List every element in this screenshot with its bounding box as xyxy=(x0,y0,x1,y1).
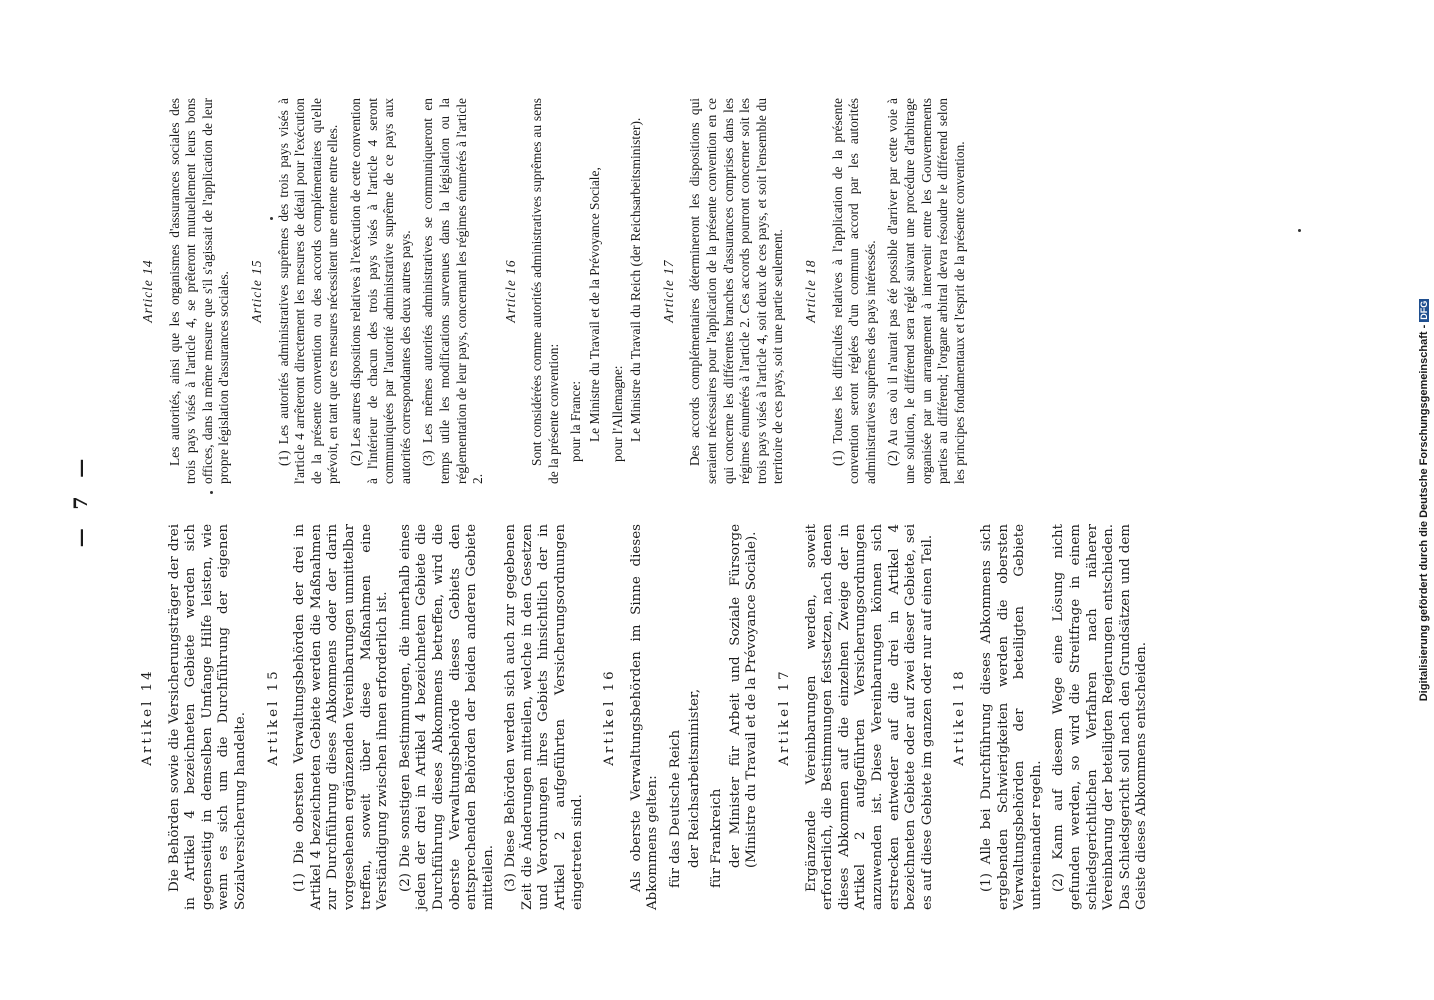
german-column xyxy=(140,524,1157,910)
german-article-14-text: Die Behörden sowie die Versicherungsträger der drei in Artikel 4 bezeichneten Gebiete werden sich gegenseitig in demselben Umfange Hilfe leisten, wie wenn es sich um die Durchführung der eigenen Sozialversicherung handelte. xyxy=(166,524,248,910)
french-article-17-title: Article 17 xyxy=(660,259,676,323)
french-article-15-para-2: (2) Les autres dispositions relatives à l'exécution de cette convention à l'intérieur de chacun des trois pays visés à l'article 4 seront communiquées par l'autorité administrative suprême de ce pays aux autorités correspondantes des deux autres pays. xyxy=(347,98,413,484)
french-article-18-title: Article 18 xyxy=(803,259,818,323)
german-article-16-text: Als oberste Verwaltungsbehörden im Sinne dieses Abkommens gelten: xyxy=(628,524,661,910)
german-article-18-title: Artikel 18 xyxy=(952,668,968,766)
french-article-16-authority-2: Le Ministre du Travail du Reich (der Reichsarbeitsminister). xyxy=(628,117,644,442)
german-article-16-authority-1: der Reichsarbeitsminister, xyxy=(686,688,702,868)
german-article-18-para-2: (2) Kann auf diesem Wege eine Lösung nicht gefunden werden, so wird die Streitfrage in einem schiedsgerichtlichen Verfahren nach näherer Vereinbarung der beteiligten Regierungen entschieden. Das Schiedsgericht soll nach den Grundsätzen und dem Geiste dieses Abkommens entscheiden. xyxy=(1051,524,1150,910)
french-column xyxy=(140,98,974,484)
german-article-17-title: Artikel 17 xyxy=(777,668,792,766)
german-article-15-para-2: (2) Die sonstigen Bestimmungen, die innerhalb eines jeden der drei in Artikel 4 bezeichneten Gebiete die Durchführung dieses Abkommens betreffen, wird die oberste Verwaltungsbehörde dieses Gebiets den entsprechenden Behörden der beiden anderen Gebiete mitteilen. xyxy=(397,524,496,910)
german-article-16-country-2: für Frankreich xyxy=(709,788,725,888)
french-article-15-title: Article 15 xyxy=(248,259,264,323)
german-article-15-para-1: (1) Die obersten Verwaltungsbehörden der drei in Artikel 4 bezeichneten Gebiete werden die Maßnahmen zur Durchführung dieses Abkommens oder der darin vorgesehenen ergänzenden Vereinbarungen unmittelbar treffen, soweit über diese Maßnahmen eine Verständigung zwischen ihnen erforderlich ist. xyxy=(292,524,391,910)
german-article-16-country-1: für das Deutsche Reich xyxy=(668,729,684,888)
french-article-14-text: Les autorités, ainsi que les organismes d'assurances sociales des trois pays visés à l'article 4, se prêteront mutuellement leurs bons offices, dans la même mesure que s'il s'agissait de l'application de leur propre législation d'assurances sociales. xyxy=(166,98,232,484)
german-article-17-text: Ergänzende Vereinbarungen werden, soweit erforderlich, die Bestimmungen festsetzen, nach denen dieses Abkommen auf die einzelnen Zweige der in Artikel 2 aufgeführten Versicherungsordnungen anzuwenden ist. Diese Vereinbarungen können sich erstrecken entweder auf die drei in Artikel 4 bezeichneten Gebiete oder auf zwei dieser Gebiete, sei es auf diese Gebiete im ganzen oder nur auf einen Teil. xyxy=(803,524,935,910)
french-article-18-para-1: (1) Toutes les difficultés relatives à l'application de la présente convention seront réglées d'un commun accord par les autorités administratives suprêmes des pays intéressés. xyxy=(829,98,878,484)
french-article-15-para-3: (3) Les mêmes autorités administratives se communiqueront en temps utile les modifications survenues dans la législation ou la réglementation de leur pays, concernant les régimes énumérés à l'article 2. xyxy=(420,98,486,484)
german-article-16-title: Artikel 16 xyxy=(602,668,618,766)
german-article-16-authority-2: der Minister für Arbeit und Soziale Fürsorge (Ministre du Travail et de la Prévoyance Sociale). xyxy=(727,524,760,868)
french-article-16-country-2: pour l'Allemagne: xyxy=(609,365,625,462)
dfg-logo: DFG xyxy=(1419,300,1429,320)
digitization-credit xyxy=(1418,0,1430,1000)
french-article-16-authority-1: Le Ministre du Travail et de la Prévoyance Sociale, xyxy=(587,167,603,442)
german-article-15-title: Artikel 15 xyxy=(265,668,281,766)
french-article-16-text: Sont considérées comme autorités administratives suprêmes au sens de la présente convention: xyxy=(529,98,561,484)
french-article-16-country-1: pour la France: xyxy=(568,380,584,462)
german-article-14-title: Artikel 14 xyxy=(140,668,155,766)
french-article-18-para-2: (2) Au cas où il n'aurait pas été possible d'arriver par cette voie à une solution, le différend sera réglé suivant une procédure d'arbitrage organisée par un arrangement à intervenir entre les Gouvernements parties au différend; l'organe arbitral devra résoudre le différend selon les principes fondamentaux et l'esprit de la présente convention. xyxy=(885,98,967,484)
french-article-16-title: Article 16 xyxy=(502,259,518,323)
scan-speck xyxy=(270,217,273,220)
scan-speck xyxy=(1298,229,1301,232)
credit-text: Digitalisierung gefördert durch die Deutsche Forschungsgemeinschaft - xyxy=(1418,324,1430,702)
french-article-15-para-1: (1) Les autorités administratives suprêmes des trois pays visés à l'article 4 arrêteront directement les mesures de détail pour l'exécution de la présente convention ou des accords complémentaires qu'elle prévoit, en tant que ces mesures nécessitent une entente entre elles. xyxy=(275,98,341,484)
german-article-15-para-3: (3) Diese Behörden werden sich auch zur gegebenen Zeit die Änderungen mitteilen, welche in den Gesetzen und Verordnungen ihres Gebiets hinsichtlich der in Artikel 2 aufgeführten Versicherungsordnungen eingetreten sind. xyxy=(503,524,585,910)
scan-speck xyxy=(210,491,213,494)
french-article-17-text: Des accords complémentaires détermineront les dispositions qui seraient nécessaires pour l'application de la présente convention en ce qui concerne les différentes branches d'assurances comprises dans les régimes énumérés à l'article 2. Ces accords pourront concerner soit les trois pays visés à l'article 4, soit deux de ces pays, et soit l'ensemble du territoire de ces pays, soit une partie seulement. xyxy=(687,98,786,484)
french-article-14-title: Article 14 xyxy=(140,259,155,323)
german-article-18-para-1: (1) Alle bei Durchführung dieses Abkommens sich ergebenden Schwierigkeiten werden die obersten Verwaltungsbehörden der beteiligten Gebiete untereinander regeln. xyxy=(978,524,1044,910)
page-number: — 7 — xyxy=(70,452,92,548)
